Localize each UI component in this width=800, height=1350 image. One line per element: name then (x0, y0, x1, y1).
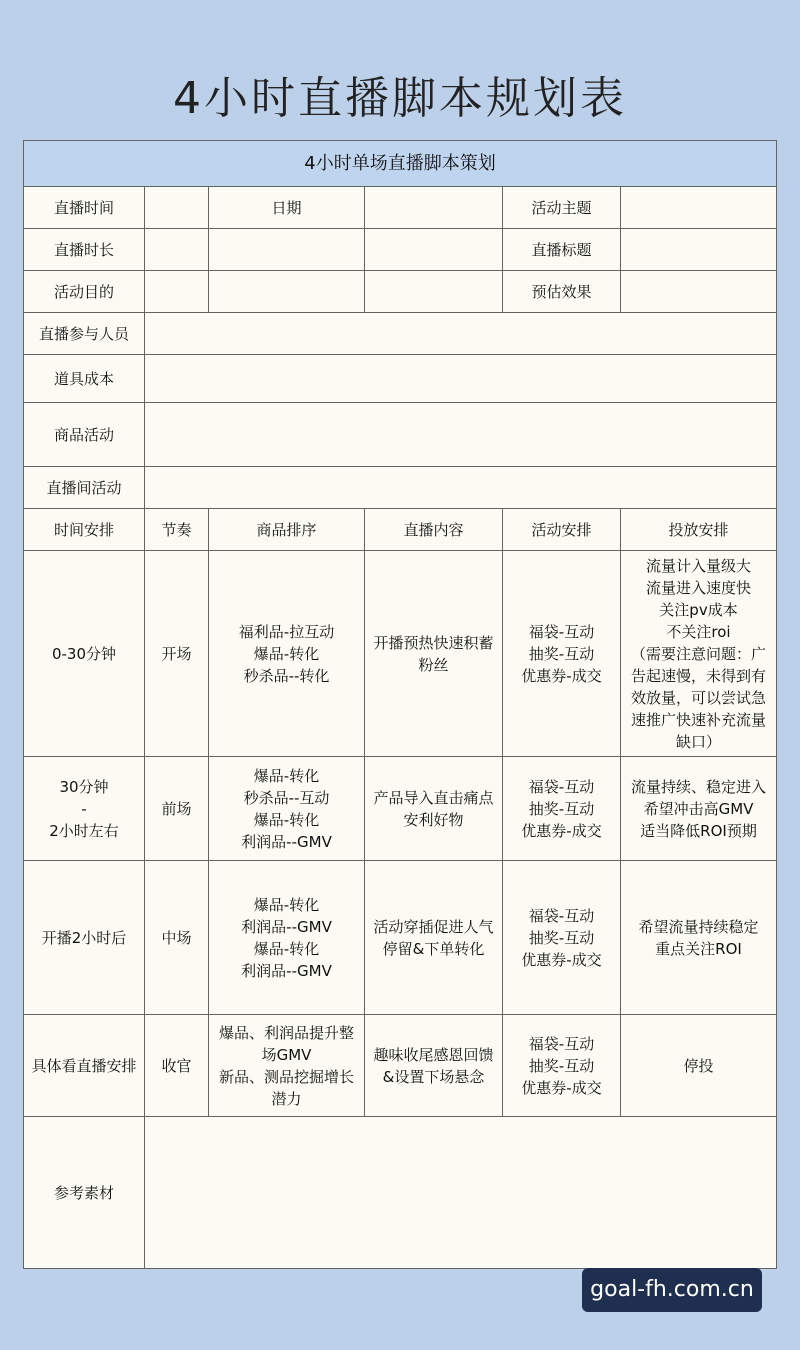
label-room-activity: 直播间活动 (24, 467, 145, 509)
header-activity: 活动安排 (503, 509, 621, 551)
row-content: 产品导入直击痛点安利好物 (365, 757, 503, 861)
row-rhythm: 收官 (145, 1015, 209, 1117)
page-title: 4小时直播脚本规划表 (173, 73, 627, 124)
label-live-title: 直播标题 (503, 229, 621, 271)
header-products: 商品排序 (209, 509, 365, 551)
row-activity: 福袋-互动 抽奖-互动 优惠券-成交 (503, 551, 621, 757)
row-content: 开播预热快速积蓄粉丝 (365, 551, 503, 757)
schedule-header-row (24, 509, 777, 551)
header-ads: 投放安排 (621, 509, 777, 551)
watermark: goal-fh.com.cn (582, 1268, 762, 1312)
row-content: 趣味收尾感恩回馈&设置下场悬念 (365, 1015, 503, 1117)
table-row (24, 551, 777, 757)
label-live-time: 直播时间 (24, 187, 145, 229)
value-product-activity[interactable] (145, 403, 777, 467)
table-row (24, 1015, 777, 1117)
label-reference: 参考素材 (24, 1117, 145, 1269)
row-rhythm: 开场 (145, 551, 209, 757)
row-products: 爆品、利润品提升整场GMV 新品、测品挖掘增长潜力 (209, 1015, 365, 1117)
value-room-activity[interactable] (145, 467, 777, 509)
value-duration-3[interactable] (365, 229, 503, 271)
value-date[interactable] (365, 187, 503, 229)
value-theme[interactable] (621, 187, 777, 229)
row-content: 活动穿插促进人气停留&下单转化 (365, 861, 503, 1015)
value-reference[interactable] (145, 1117, 777, 1269)
row-activity: 福袋-互动 抽奖-互动 优惠券-成交 (503, 861, 621, 1015)
row-ads: 流量持续、稳定进入 希望冲击高GMV 适当降低ROI预期 (621, 757, 777, 861)
row-ads: 希望流量持续稳定 重点关注ROI (621, 861, 777, 1015)
row-products: 福利品-拉互动 爆品-转化 秒杀品--转化 (209, 551, 365, 757)
value-live-time[interactable] (145, 187, 209, 229)
label-date: 日期 (209, 187, 365, 229)
row-activity: 福袋-互动 抽奖-互动 优惠券-成交 (503, 757, 621, 861)
value-duration[interactable] (145, 229, 209, 271)
label-goal: 活动目的 (24, 271, 145, 313)
row-products: 爆品-转化 利润品--GMV 爆品-转化 利润品--GMV (209, 861, 365, 1015)
row-time: 具体看直播安排 (24, 1015, 145, 1117)
table-row (24, 757, 777, 861)
row-products: 爆品-转化 秒杀品--互动 爆品-转化 利润品--GMV (209, 757, 365, 861)
row-time: 开播2小时后 (24, 861, 145, 1015)
row-ads: 停投 (621, 1015, 777, 1117)
label-prop-cost: 道具成本 (24, 355, 145, 403)
value-goal[interactable] (145, 271, 209, 313)
header-time: 时间安排 (24, 509, 145, 551)
value-effect[interactable] (621, 271, 777, 313)
header-rhythm: 节奏 (145, 509, 209, 551)
row-ads: 流量计入量级大 流量进入速度快 关注pv成本 不关注roi （需要注意问题：广告起速慢，未得到有效放量，可以尝试急速推广快速补充流量缺口） (621, 551, 777, 757)
value-live-title[interactable] (621, 229, 777, 271)
row-time: 0-30分钟 (24, 551, 145, 757)
value-prop-cost[interactable] (145, 355, 777, 403)
label-effect: 预估效果 (503, 271, 621, 313)
row-rhythm: 中场 (145, 861, 209, 1015)
row-rhythm: 前场 (145, 757, 209, 861)
script-plan-table (23, 140, 777, 1269)
header-content: 直播内容 (365, 509, 503, 551)
label-participants: 直播参与人员 (24, 313, 145, 355)
table-caption: 4小时单场直播脚本策划 (24, 141, 777, 187)
value-goal-3[interactable] (365, 271, 503, 313)
label-product-activity: 商品活动 (24, 403, 145, 467)
value-duration-2[interactable] (209, 229, 365, 271)
row-activity: 福袋-互动 抽奖-互动 优惠券-成交 (503, 1015, 621, 1117)
value-participants[interactable] (145, 313, 777, 355)
value-goal-2[interactable] (209, 271, 365, 313)
table-row (24, 861, 777, 1015)
label-theme: 活动主题 (503, 187, 621, 229)
row-time: 30分钟 - 2小时左右 (24, 757, 145, 861)
label-duration: 直播时长 (24, 229, 145, 271)
